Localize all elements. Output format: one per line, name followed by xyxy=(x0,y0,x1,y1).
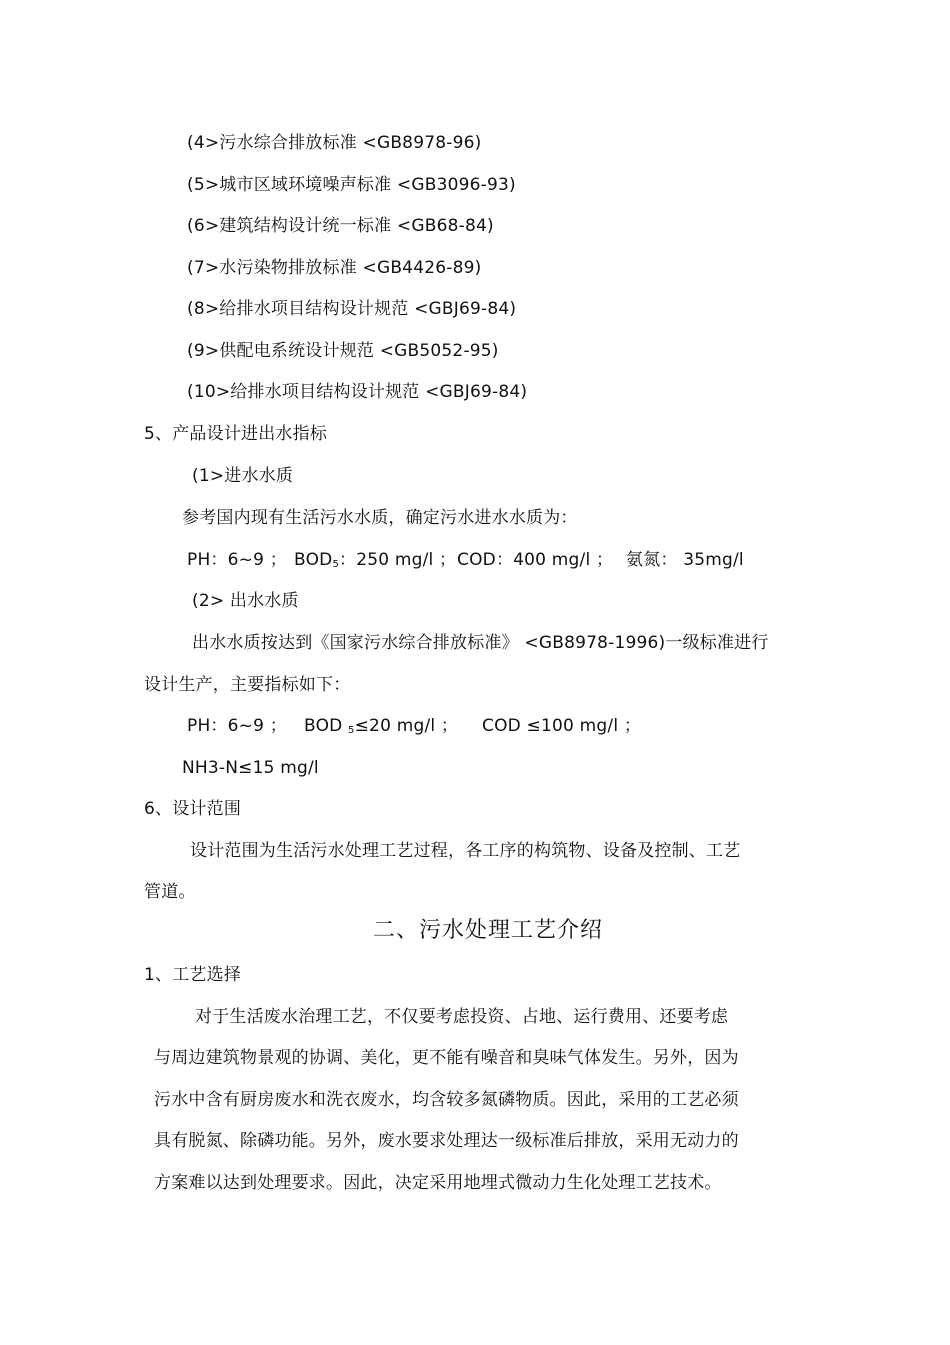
outflow-ammonia-nitrogen: NH3-N≤15 mg/l xyxy=(182,758,319,778)
process-paragraph-line-5: 方案难以达到处理要求。因此，决定采用地埋式微动力生化处理工艺技术。 xyxy=(154,1173,722,1193)
inflow-bod-subscript: 5 xyxy=(332,559,339,570)
process-paragraph-line-4: 具有脱氮、除磷功能。另外，废水要求处理达一级标准后排放，采用无动力的 xyxy=(154,1131,739,1151)
standard-item-9: (9>供配电系统设计规范 <GB5052-95) xyxy=(187,341,499,361)
design-scope-line-2: 管道。 xyxy=(144,882,196,902)
process-paragraph-line-2: 与周边建筑物景观的协调、美化，更不能有噪音和臭味气体发生。另外，因为 xyxy=(154,1048,739,1068)
standard-item-10: (10>给排水项目结构设计规范 <GBJ69-84) xyxy=(187,382,528,402)
inflow-cod: COD：400 mg/l ； xyxy=(457,550,614,570)
outflow-bod-subscript: 5 xyxy=(348,725,355,736)
inflow-description: 参考国内现有生活污水水质，确定污水进水水质为： xyxy=(182,508,578,528)
inflow-bod-prefix: BOD xyxy=(294,550,333,570)
outflow-ph: PH：6~9 ； xyxy=(187,716,287,736)
outflow-bod-prefix: BOD xyxy=(304,716,349,736)
outflow-bod xyxy=(304,715,458,742)
design-scope-line-1: 设计范围为生活污水处理工艺过程，各工序的构筑物、设备及控制、工艺 xyxy=(190,841,741,861)
standard-item-4: (4>污水综合排放标准 <GB8978-96) xyxy=(187,133,482,153)
process-paragraph-line-3: 污水中含有厨房废水和洗衣废水，均含较多氮磷物质。因此，采用的工艺必须 xyxy=(154,1090,739,1110)
inflow-ph: PH：6~9 ； xyxy=(187,550,287,570)
outflow-description-line-1: 出水水质按达到《国家污水综合排放标准》 <GB8978-1996)一级标准进行 xyxy=(192,633,769,653)
outflow-cod: COD ≤100 mg/l ； xyxy=(482,716,642,736)
outflow-bod-value: ≤20 mg/l ； xyxy=(354,716,459,736)
standard-item-8: (8>给排水项目结构设计规范 <GBJ69-84) xyxy=(187,299,517,319)
standard-item-7: (7>水污染物排放标准 <GB4426-89) xyxy=(187,258,482,278)
inflow-ammonia: 氨氮： 35mg/l xyxy=(626,550,744,570)
process-paragraph-line-1: 对于生活废水治理工艺，不仅要考虑投资、占地、运行费用、还要考虑 xyxy=(195,1007,729,1027)
standard-item-6: (6>建筑结构设计统一标准 <GB68-84) xyxy=(187,216,494,236)
outflow-title: (2> 出水水质 xyxy=(192,591,299,611)
inflow-title: (1>进水水质 xyxy=(192,466,294,486)
process-selection-title: 1、工艺选择 xyxy=(144,965,242,985)
section-6-title: 6、设计范围 xyxy=(144,799,242,819)
outflow-description-line-2: 设计生产，主要指标如下： xyxy=(144,675,351,695)
standard-item-5: (5>城市区域环境噪声标准 <GB3096-93) xyxy=(187,175,516,195)
chapter-2-heading: 二、污水处理工艺介绍 xyxy=(373,918,604,943)
inflow-bod-value: ：250 mg/l ； xyxy=(339,550,457,570)
section-5-title: 5、产品设计进出水指标 xyxy=(144,424,328,444)
inflow-bod xyxy=(294,549,456,576)
